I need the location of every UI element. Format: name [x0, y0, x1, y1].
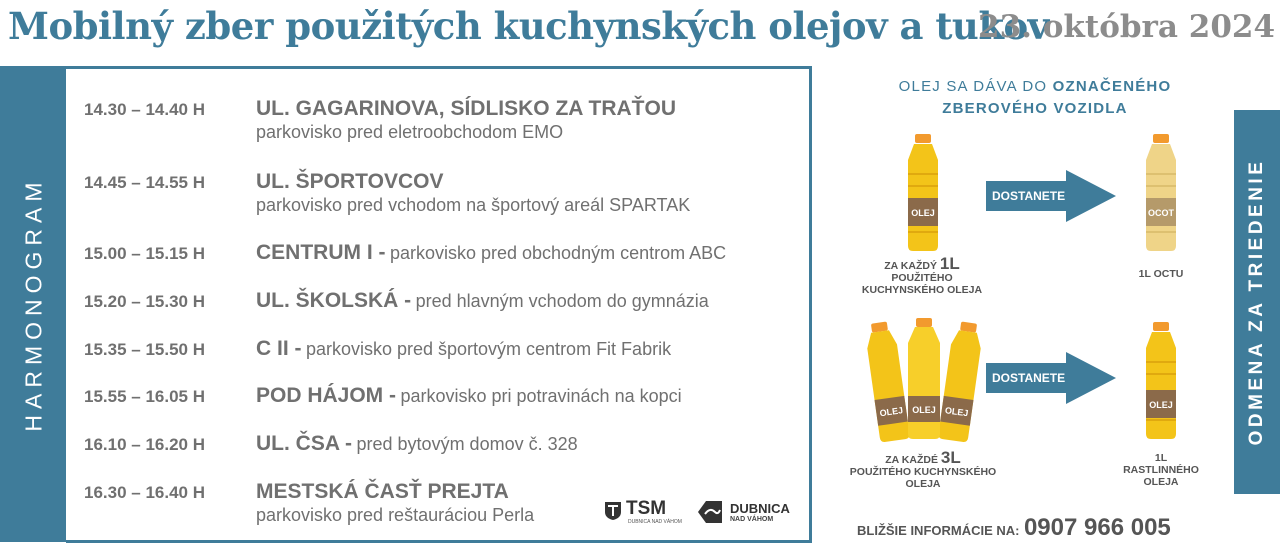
reward-label: ODMENA ZA TRIEDENIE: [1246, 158, 1267, 446]
schedule-time: 14.30 – 14.40 H: [84, 100, 205, 119]
schedule-description: parkovisko pri potravinách na kopci: [400, 386, 682, 406]
give-caption: ZA KAŽDÉ 3L POUŽITÉHO KUCHYNSKÉHO OLEJA: [849, 448, 997, 490]
schedule-time: 15.35 – 15.50 H: [84, 340, 205, 359]
page-title: Mobilný zber použitých kuchynských olejov a tukov: [8, 4, 1049, 48]
schedule-description: parkovisko pred obchodným centrom ABC: [389, 243, 727, 263]
schedule-location: UL. ŠKOLSKÁ -: [256, 289, 412, 312]
harmonogram-band: [0, 66, 68, 542]
schedule-description: pred hlavným vchodom do gymnázia: [415, 291, 709, 311]
dubnica-logo: DUBNICA NAD VÁHOM: [696, 499, 806, 527]
harmonogram-label: HARMONOGRAM: [20, 176, 47, 432]
schedule-location: UL. ŠPORTOVCOV: [256, 170, 444, 193]
info-heading: OLEJ SA DÁVA DO OZNAČENÉHO ZBEROVÉHO VOZIDLA: [898, 78, 1172, 117]
arrow-label: DOSTANETE: [992, 371, 1066, 385]
contact-label: BLIŽŠIE INFORMÁCIE NA:: [857, 523, 1020, 538]
schedule-time: 15.55 – 16.05 H: [84, 387, 205, 406]
schedule-time: 14.45 – 14.55 H: [84, 173, 205, 192]
schedule-time: 15.20 – 15.30 H: [84, 292, 205, 311]
schedule-time: 15.00 – 15.15 H: [84, 244, 205, 263]
schedule-location: C II -: [256, 337, 302, 360]
schedule-location: CENTRUM I -: [256, 241, 386, 264]
svg-text:OLEJ: OLEJ: [879, 405, 904, 419]
vinegar-bottle-icon: [1140, 134, 1182, 252]
schedule-description: parkovisko pred vchodom na športový areál SPARTAK: [256, 195, 691, 215]
schedule-description: pred bytovým domov č. 328: [356, 434, 578, 454]
dubnica-emblem-icon: [696, 499, 724, 525]
get-caption: 1L RASTLINNÉHO OLEJA: [1123, 452, 1199, 488]
schedule-description: parkovisko pred reštauráciou Perla: [256, 505, 535, 525]
schedule-location: UL. GAGARINOVA, SÍDLISKO ZA TRAŤOU: [256, 97, 676, 120]
contact-info: [857, 514, 1171, 542]
tsm-crest-icon: [604, 501, 622, 521]
arrow-label: DOSTANETE: [992, 189, 1066, 203]
get-caption: 1L OCTU: [1138, 268, 1184, 280]
schedule-description: parkovisko pred športovým centrom Fit Fabrik: [305, 339, 672, 359]
three-oil-bottles-icon: [866, 318, 982, 444]
schedule-time: 16.10 – 16.20 H: [84, 435, 205, 454]
schedule-location: UL. ČSA -: [256, 432, 353, 455]
oil-bottle-icon: [902, 134, 944, 252]
contact-phone[interactable]: 0907 966 005: [1023, 514, 1171, 541]
tsm-logo: TSM DUBNICA NAD VÁHOM: [604, 499, 684, 527]
schedule-location: POD HÁJOM -: [256, 384, 397, 407]
schedule-description: parkovisko pred eletroobchodom EMO: [256, 122, 564, 142]
svg-text:OLEJ: OLEJ: [944, 405, 969, 419]
schedule-panel: [66, 66, 812, 543]
reward-band: [1234, 110, 1280, 494]
oil-bottle-icon: [1140, 322, 1182, 440]
schedule-time: 16.30 – 16.40 H: [84, 483, 205, 502]
give-caption: ZA KAŽDÝ 1L POUŽITÉHO KUCHYNSKÉHO OLEJA: [861, 254, 983, 296]
svg-text:OLEJ: OLEJ: [912, 405, 936, 415]
svg-text:OCOT: OCOT: [1148, 208, 1174, 218]
svg-text:OLEJ: OLEJ: [1149, 400, 1173, 410]
event-date: 23. októbra 2024: [978, 9, 1276, 45]
svg-text:OLEJ: OLEJ: [911, 208, 935, 218]
schedule-location: MESTSKÁ ČASŤ PREJTA: [256, 480, 509, 503]
